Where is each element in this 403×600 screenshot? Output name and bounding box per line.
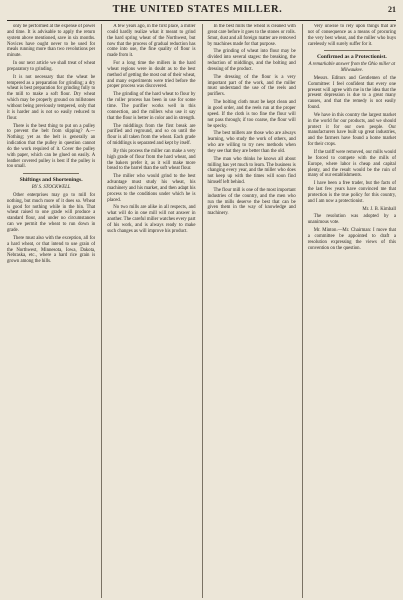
paragraph: Very unwise to rely upon things that are not of consequence as a means of procuring the very best wheat, and the miller who buys carelessly will surely suffer for it. — [307, 24, 396, 47]
paragraph: There must also with the exception, all for a hard wheat, or that intend to use grain of the Northwest, Minnesota, Iowa, Dakota, Nebraska, etc., where a hard rice grain is grown among the hills. — [7, 235, 96, 265]
section-heading: Shiftings and Shortenings. — [19, 177, 83, 184]
paragraph: The dressing of the flour is a very important part of the work, and the miller must understand the use of the reels and purifiers. — [207, 74, 296, 98]
column-2 — [101, 24, 195, 598]
paragraph: The middlings from the first break are purified and reground, and so on until the flour is all taken from the wheat. Each grade of middlings is separated and kept by itself. — [107, 123, 196, 147]
paragraph: The bolting cloth must be kept clean and in good order, and the reels run at the proper speed. If the cloth is too fine the flour will not pass through; if too coarse, the flour will be specky. — [207, 100, 296, 129]
paragraph: Mr. Minton.—Mr. Chairman: I move that a committee be appointed to draft a resolution expressing the views of this convention on the question. — [307, 228, 396, 251]
column-1 — [7, 24, 95, 598]
page-number: 21 — [388, 5, 396, 14]
column-4 — [302, 24, 396, 598]
section-subheading: A remarkable answer from the Ohio miller at Milwaukee. — [308, 62, 396, 74]
paragraph: The miller who would grind to the best advantage must study his wheat, his machinery and his market, and then adapt his process to the conditions under which he is placed. — [107, 174, 196, 203]
section-byline: BY S. STOCKWELL — [31, 185, 71, 191]
section-divider — [23, 173, 79, 174]
paragraph: It is not necessary that the wheat be tempered as a preparation for grinding; a dry wheat is best preparation for grinding fully to the mill to make a soft flour. Dry wheat which may be properly ground on millstones without being previously tempered, only that it is harder and is not so easily reduced to flour. — [7, 74, 96, 121]
paragraph: By this process the miller can make a very high grade of flour from the hard wheat, and the bakers prefer it, as it will make more bread to the barrel than the soft wheat flour. — [107, 148, 196, 172]
masthead-title: THE UNITED STATES MILLER. — [112, 4, 283, 15]
paragraph: There is the best thing to put on a pulley to prevent the belt from slipping? A.—Nothing; yet as the belt is generally an indication that the pulley in question cannot do the work required of it. Cover the pulley with paper, which can be glued on easily. A leather covered pulley is best if the pulley is too small. — [7, 123, 96, 170]
page-header — [7, 4, 396, 21]
section-divider — [324, 50, 380, 51]
paragraph: No two mills are alike in all respects, and what will do in one mill will not answer in another. The careful miller watches every part of his work, and is always ready to make such changes as will improve his product. — [107, 205, 196, 234]
paragraph: The resolution was adopted by a unanimous vote. — [307, 214, 396, 226]
column-3 — [202, 24, 296, 598]
paragraph: If the tariff were removed, our mills would be forced to compete with the mills of Europe, where labor is cheap and capital plenty, and the result would be the ruin of many of our establishments. — [307, 150, 396, 179]
paragraph: I have been a free trader, but the facts of the last few years have convinced me that protection is the true policy for this country, and I am now a protectionist. — [307, 181, 396, 204]
paragraph: The grinding of the hard wheat to flour by the roller process has been in use for some time. The purifier works well in this connection, and the millers who use it say that the flour is better in color and in strength. — [107, 92, 196, 121]
section-heading: Confirmed as a Protectionist. — [316, 54, 387, 61]
paragraph: In the best mills the wheat is cleaned with great care before it goes to the stones or rolls. Smut, dust and all foreign matter are removed by machines made for that purpose. — [207, 24, 296, 47]
paragraph: A few years ago, in the first place, a miller could hardly realize what it meant to grind the hard spring wheat of the Northwest, but now that the process of gradual reduction has come into use, the fine quality of flour is made from it. — [107, 24, 196, 59]
paragraph: The flour mill is one of the most important industries of the country, and the men who run the mills deserve the best that can be given them in the way of knowledge and machinery. — [207, 187, 296, 217]
paragraph: For a long time the millers in the hard wheat regions were in doubt as to the best method of getting the most out of their wheat, and many experiments were tried before the proper process was discovered. — [107, 61, 196, 90]
paragraph: The man who thinks he knows all about milling has yet much to learn. The business is changing every year, and the miller who does not keep up with the times will soon find himself left behind. — [207, 156, 296, 186]
paragraph: In our next article we shall treat of wheat preparatory to grinding. — [7, 61, 96, 72]
paragraph: Messrs. Editors and Gentlemen of the Committee: I feel confident that every one present will agree with me in the idea that the present depression is due to a great many causes, and that the remedy is not easily found. — [307, 75, 396, 111]
paragraph: We have in this country the largest market in the world for our products, and we should protect it for our own people. Our manufacturers have built up great industries, and the farmers have found a home market for their crops. — [307, 112, 396, 148]
signature: Mr. J. B. Kimball — [362, 206, 396, 212]
paragraph: only be performed at the expense of power and time. It is advisable to apply the return system above mentioned, save in six months. Novices have ought never to be used for meals running more than two revolutions per minute. — [7, 24, 96, 59]
paragraph: The grinding of wheat into flour may be divided into several stages: the breaking, the reduction of middlings, and the bolting and dressing of the product. — [207, 49, 296, 72]
article-columns — [7, 24, 396, 598]
paragraph: The best millers are those who are always learning, who study the work of others, and who are willing to try new methods when they see that they are better than the old. — [207, 131, 296, 154]
paragraph: Other enterprises may go to mill for nothing, but much more of it does so. Wheat is good for nothing while in the bin. That wheat raised to one grade will produce a standard flour, and under no circumstances can we permit the wheat to run down in grade. — [7, 192, 96, 233]
